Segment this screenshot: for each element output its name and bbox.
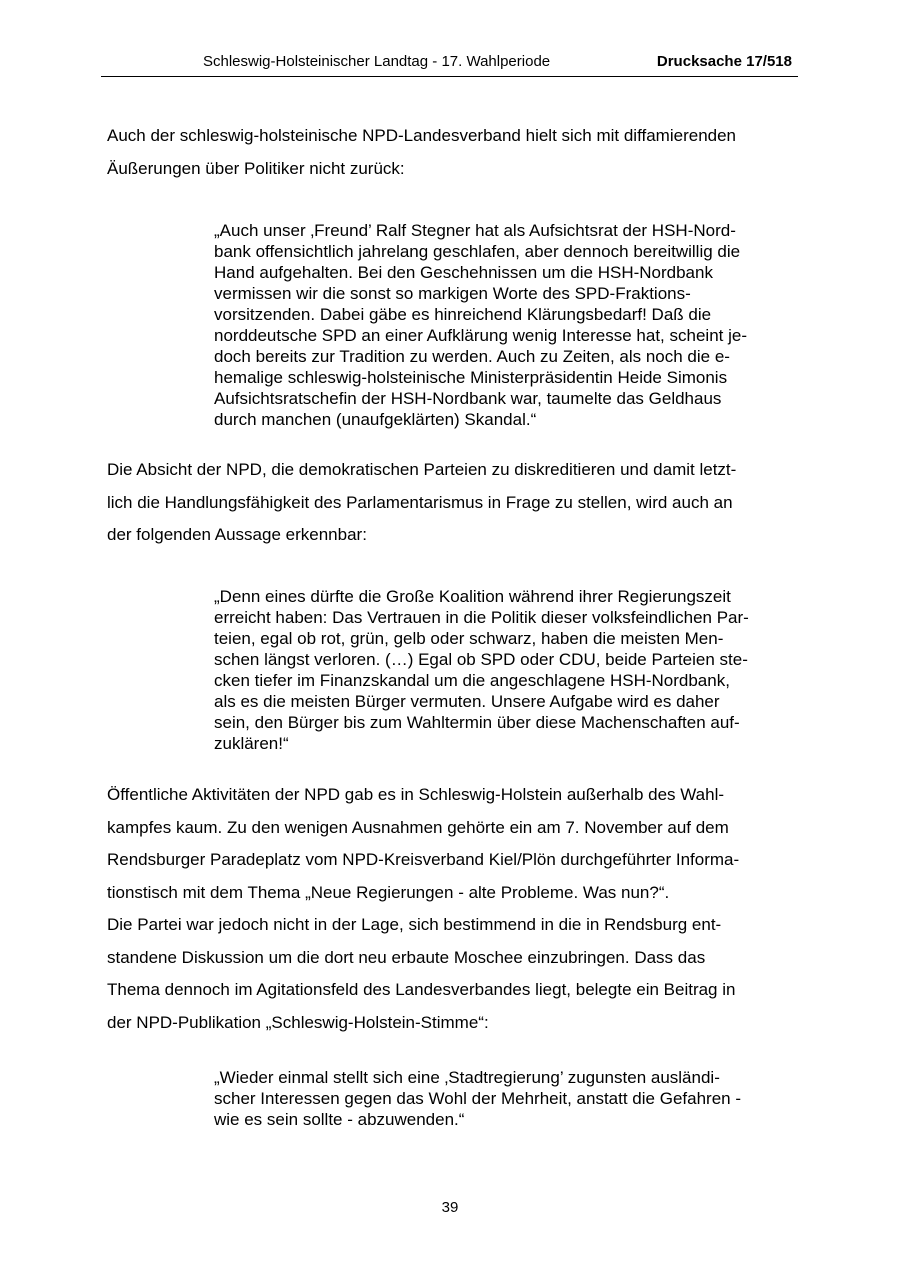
quote-line: hemalige schleswig-holsteinische Ministerpräsidentin Heide Simonis	[214, 368, 728, 387]
header-title: Schleswig-Holsteinischer Landtag - 17. Wahlperiode	[203, 53, 551, 70]
text-line: Die Absicht der NPD, die demokratischen Parteien zu diskreditieren und damit letzt-	[107, 460, 737, 479]
page-number: 39	[441, 1199, 459, 1216]
text-line: Rendsburger Paradeplatz vom NPD-Kreisverband Kiel/Plön durchgeführter Informa-	[107, 850, 740, 869]
quote-line: bank offensichtlich jahrelang geschlafen, aber dennoch bereitwillig die	[214, 242, 741, 261]
quote-line: „Auch unser ‚Freund’ Ralf Stegner hat als Aufsichtsrat der HSH-Nord-	[214, 221, 736, 240]
quote-line: schen längst verloren. (…) Egal ob SPD oder CDU, beide Parteien ste-	[214, 650, 748, 669]
document-reference: Drucksache 17/518	[656, 53, 792, 70]
text-line: Öffentliche Aktivitäten der NPD gab es in Schleswig-Holstein außerhalb des Wahl-	[107, 785, 725, 804]
text-line: lich die Handlungsfähigkeit des Parlamentarismus in Frage zu stellen, wird auch an	[107, 492, 733, 512]
text-line: der folgenden Aussage erkennbar:	[107, 525, 367, 544]
quote-line: Aufsichtsratschefin der HSH-Nordbank war, taumelte das Geldhaus	[214, 389, 722, 408]
text-line: Auch der schleswig-holsteinische NPD-Landesverband hielt sich mit diffamierenden	[107, 126, 737, 145]
quote-line: zuklären!“	[214, 734, 289, 753]
quote-line: „Denn eines dürfte die Große Koalition während ihrer Regierungszeit	[214, 587, 731, 606]
paragraph-intent	[107, 454, 797, 552]
quote-line: teien, egal ob rot, grün, gelb oder schwarz, haben die meisten Men-	[214, 629, 724, 648]
quote-line: wie es sein sollte - abzuwenden.“	[214, 1110, 465, 1129]
quote-line: vorsitzenden. Dabei gäbe es hinreichend Klärungsbedarf! Daß die	[214, 305, 712, 324]
blockquote-stadtregierung	[214, 1067, 794, 1130]
blockquote-stegner	[214, 220, 794, 430]
quote-line: sein, den Bürger bis zum Wahltermin über diese Machenschaften auf-	[214, 713, 740, 732]
text-line: standene Diskussion um die dort neu erbaute Moschee einzubringen. Dass das	[107, 947, 706, 967]
quote-line: scher Interessen gegen das Wohl der Mehrheit, anstatt die Gefahren -	[214, 1089, 741, 1108]
quote-line: durch manchen (unaufgeklärten) Skandal.“	[214, 410, 537, 429]
page-header	[101, 52, 798, 77]
paragraph-activities	[107, 779, 797, 1039]
text-line: kampfes kaum. Zu den wenigen Ausnahmen gehörte ein am 7. November auf dem	[107, 817, 729, 837]
quote-line: Hand aufgehalten. Bei den Geschehnissen um die HSH-Nordbank	[214, 263, 713, 282]
quote-line: vermissen wir die sonst so markigen Worte des SPD-Fraktions-	[214, 284, 691, 303]
quote-line: cken tiefer im Finanzskandal um die angeschlagene HSH-Nordbank,	[214, 671, 730, 690]
quote-line: als es die meisten Bürger vermuten. Unsere Aufgabe wird es daher	[214, 692, 720, 711]
quote-line: norddeutsche SPD an einer Aufklärung wenig Interesse hat, scheint je-	[214, 326, 747, 345]
blockquote-koalition	[214, 586, 794, 754]
quote-line: doch bereits zur Tradition zu werden. Auch zu Zeiten, als noch die e-	[214, 347, 730, 366]
paragraph-intro	[107, 120, 797, 185]
text-line: der NPD-Publikation „Schleswig-Holstein-Stimme“:	[107, 1012, 489, 1032]
quote-line: erreicht haben: Das Vertrauen in die Politik dieser volksfeindlichen Par-	[214, 608, 749, 627]
quote-line: „Wieder einmal stellt sich eine ‚Stadtregierung’ zugunsten ausländi-	[214, 1068, 720, 1087]
text-line: Äußerungen über Politiker nicht zurück:	[107, 158, 405, 178]
text-line: tionstisch mit dem Thema „Neue Regierungen - alte Probleme. Was nun?“.	[107, 882, 670, 902]
text-line: Die Partei war jedoch nicht in der Lage, sich bestimmend in die in Rendsburg ent-	[107, 915, 722, 934]
text-line: Thema dennoch im Agitationsfeld des Landesverbandes liegt, belegte ein Beitrag in	[107, 980, 736, 999]
